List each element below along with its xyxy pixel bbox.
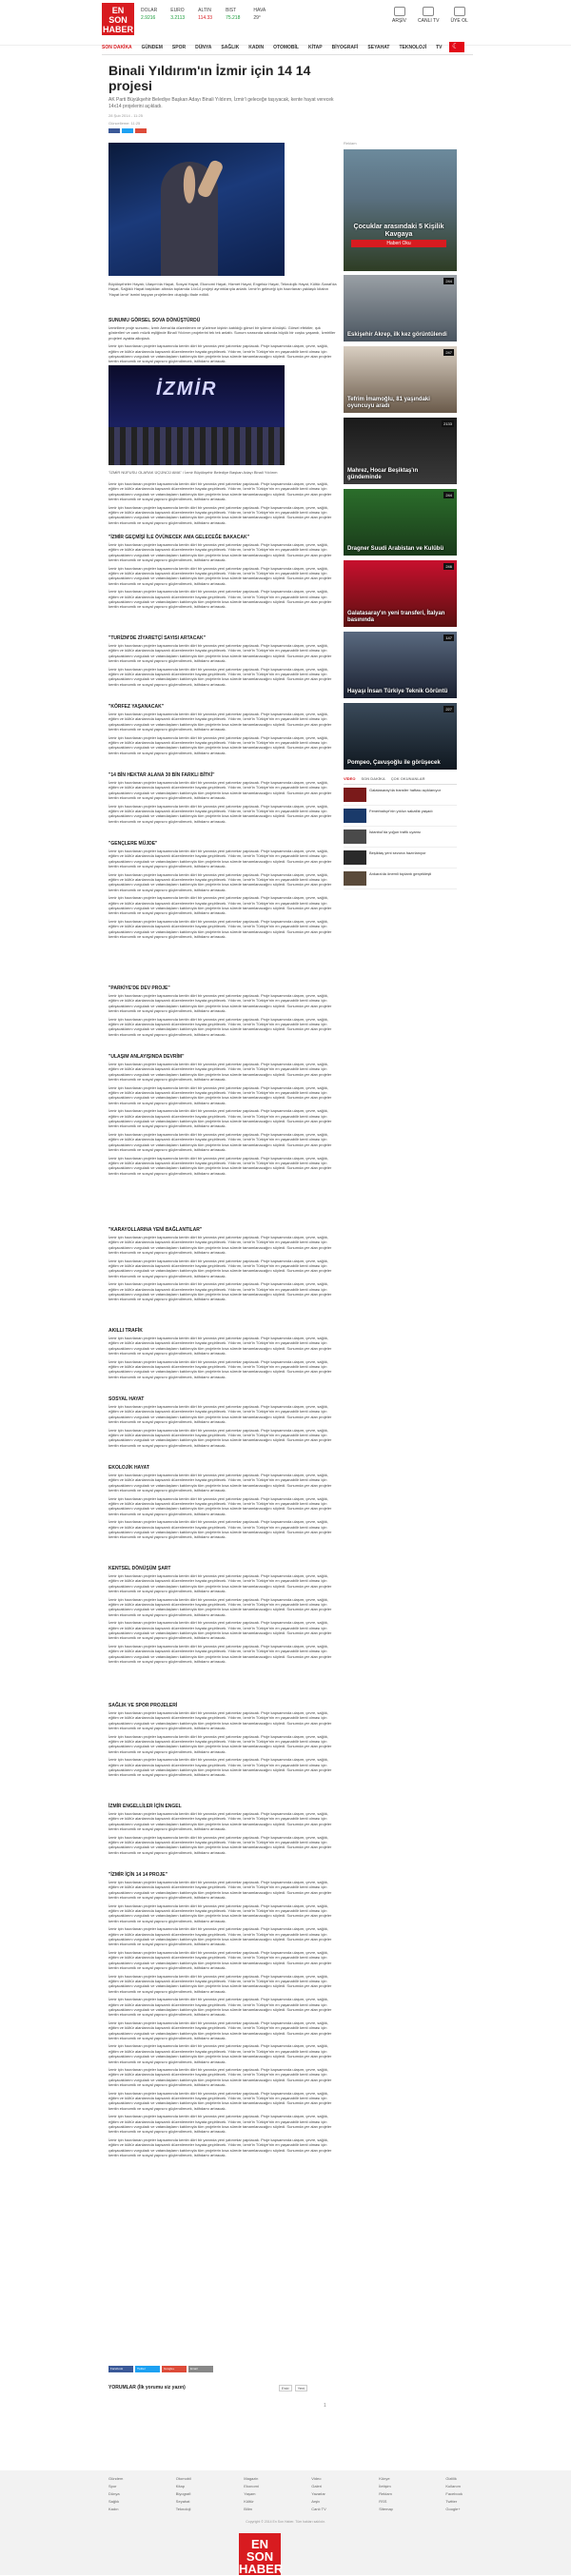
paragraph: İzmir için hazırlanan projeler kapsamında kentin dört bir yanında yeni yatırımlar yapılacak. Proje kapsamında ulaşım, çevre, sağlık, eğitim ve kültür alanlarında kapsamlı düzenlemeler hayata geçirilecek. Yıldırım, İzmir'in Türkiye'nin en yaşanabilir kenti olması için çalışacaklarını vurguladı ve vatandaşların katılımıyla tüm projelerin kısa sürede tamamlanacağını söyledi. Sunumda yer alan projeler kentin ekonomik ve sosyal yapısını güçlendirecek, istihdamı artıracak. (108, 1016, 332, 1037)
nav-item-travel[interactable]: SEYAHAT (367, 45, 390, 50)
comments-pager[interactable] (324, 2403, 326, 2409)
sidebar-card[interactable] (344, 346, 457, 413)
paragraph: İzmirlilere proje sunumu, İzmir Arena'da düzenlenen ve yüzlerce kişinin katıldığı görsel bir şölene dönüştü. Görsel efektler, ışık gösterileri ve canlı müzik eşliğinde Binali Yıldırım projelerini tek tek anlattı. Sunum sırasında salonda büyük bir coşku yaşandı, İzmirliler projeleri ayakta alkışladı. (108, 325, 336, 341)
footer-logo-text: EN SON HABER (239, 2537, 284, 2576)
paragraph: İzmir için hazırlanan projeler kapsamında kentin dört bir yanında yeni yatırımlar yapılacak. Proje kapsamında ulaşım, çevre, sağlık, eğitim ve kültür alanlarında kapsamlı düzenlemeler hayata geçirilecek. Yıldırım, İzmir'in Türkiye'nin en yaşanabilir kenti olması için çalışacaklarını vurguladı ve vatandaşların katılımıyla tüm projelerin kısa sürede tamamlanacağını söyledi. Sunumda yer alan projeler kentin ekonomik ve sosyal yapısını güçlendirecek, istihdamı artıracak. (108, 1596, 332, 1617)
paragraph: İzmir için hazırlanan projeler kapsamında kentin dört bir yanında yeni yatırımlar yapılacak. Proje kapsamında ulaşım, çevre, sağlık, eğitim ve kültür alanlarında kapsamlı düzenlemeler hayata geçirilecek. Yıldırım, İzmir'in Türkiye'nin en yaşanabilir kenti olması için çalışacaklarını vurguladı ve vatandaşların katılımıyla tüm projelerin kısa sürede tamamlanacağını söyledi. Sunumda yer alan projeler kentin ekonomik ve sosyal yapısını güçlendirecek, istihdamı artıracak. (108, 780, 332, 801)
paragraph: İzmir için hazırlanan projeler kapsamında kentin dört bir yanında yeni yatırımlar yapılacak. Proje kapsamında ulaşım, çevre, sağlık, eğitim ve kültür alanlarında kapsamlı düzenlemeler hayata geçirilecek. Yıldırım, İzmir'in Türkiye'nin en yaşanabilir kenti olması için çalışacaklarını vurguladı ve vatandaşların katılımıyla tüm projelerin kısa sürede tamamlanacağını söyledi. Sunumda yer alan projeler kentin ekonomik ve sosyal yapısını güçlendirecek, istihdamı artıracak. (108, 734, 332, 755)
footer-link[interactable]: Galeri (311, 2484, 322, 2488)
paragraph: İzmir için hazırlanan projeler kapsamında kentin dört bir yanında yeni yatırımlar yapılacak. Proje kapsamında ulaşım, çevre, sağlık, eğitim ve kültür alanlarında kapsamlı düzenlemeler hayata geçirilecek. Yıldırım, İzmir'in Türkiye'nin en yaşanabilir kenti olması için çalışacaklarını vurguladı ve vatandaşların katılımıyla tüm projelerin kısa sürede tamamlanacağını söyledi. Sunumda yer alan projeler kentin ekonomik ve sosyal yapısını güçlendirecek, istihdamı artıracak. (108, 1710, 332, 1731)
subheading: "İZMİR GEÇMİŞİ İLE ÖVÜNECEK AMA GELECEĞE BAKACAK" (108, 535, 249, 540)
article-section (108, 849, 337, 943)
nav-item-tv[interactable]: TV (436, 45, 443, 50)
ad-text: Çocuklar arasındaki 5 Kişilik Kavgaya (353, 224, 444, 238)
footer-link[interactable]: Yazarlar (311, 2491, 325, 2496)
comments-sort (279, 2385, 307, 2391)
ticker-item (226, 8, 240, 21)
subheading: SUNUMU GÖRSEL SOVA DÖNÜŞTÜRDÜ (108, 318, 201, 323)
footer-column (445, 2476, 463, 2511)
article-title: Binali Yıldırım'ın İzmir için 14 14 projesi (108, 63, 311, 93)
paragraph: İzmir için hazırlanan projeler kapsamında kentin dört bir yanında yeni yatırımlar yapılacak. Proje kapsamında ulaşım, çevre, sağlık, eğitim ve kültür alanlarında kapsamlı düzenlemeler hayata geçirilecek. Yıldırım, İzmir'in Türkiye'nin en yaşanabilir kenti olması için çalışacaklarını vurguladı ve vatandaşların katılımıyla tüm projelerin kısa sürede tamamlanacağını söyledi. Sunumda yer alan projeler kentin ekonomik ve sosyal yapısını güçlendirecek, istihdamı artıracak. (108, 1880, 332, 1901)
nav-item-biography[interactable]: BİYOGRAFİ (331, 45, 359, 50)
article-section (108, 1235, 337, 1305)
ad-button[interactable]: Haberi Oku (351, 240, 446, 247)
list-item-title: İstanbul'da yoğun trafik uyarısı (369, 829, 422, 834)
article-section (108, 1062, 337, 1179)
footer-logo[interactable] (239, 2533, 284, 2576)
twitter-share-icon[interactable] (122, 128, 133, 133)
footer-link[interactable]: Kullanım (445, 2484, 461, 2488)
article-section (108, 1336, 337, 1382)
hero-image (108, 143, 285, 276)
list-item[interactable] (344, 871, 457, 889)
intro-paragraph: Büyükşehirler Hayatı; Ulaşım'da Hayat, Sosyal Hayat, Ekonomi Hayat, Hizmet Hayat, Engelsiz Hayat, Teknolojik Hayat, Kültür-Sanat'da Hayat, Sağlıklı Hayat başlıkları altında toplamda 14x14 projeyi ayrıntılarıyla anlattı. İzmir'in geleceği için hazırlanan yaklaşık kitabın 'Hayat İzmir' ismini taşıyan projelerden oluştuğu ifade edildi. (108, 282, 337, 297)
main-nav (102, 42, 473, 53)
footer-column (176, 2476, 191, 2511)
subheading: "ULAŞIM ANLAYIŞINDA DEVRİM" (108, 1054, 185, 1060)
footer-link[interactable]: Kitap (175, 2484, 185, 2488)
paragraph: İzmir için hazırlanan projeler kapsamında kentin dört bir yanında yeni yatırımlar yapılacak. Proje kapsamında ulaşım, çevre, sağlık, eğitim ve kültür alanlarında kapsamlı düzenlemeler hayata geçirilecek. Yıldırım, İzmir'in Türkiye'nin en yaşanabilir kenti olması için çalışacaklarını vurguladı ve vatandaşların katılımıyla tüm projelerin kısa sürede tamamlanacağını söyledi. Sunumda yer alan projeler kentin ekonomik ve sosyal yapısını güçlendirecek, istihdamı artıracak. (108, 1084, 332, 1105)
list-item[interactable] (344, 809, 457, 827)
paragraph: İzmir için hazırlanan projeler kapsamında kentin dört bir yanında yeni yatırımlar yapılacak. Proje kapsamında ulaşım, çevre, sağlık, eğitim ve kültür alanlarında kapsamlı düzenlemeler hayata geçirilecek. Yıldırım, İzmir'in Türkiye'nin en yaşanabilir kenti olması için çalışacaklarını vurguladı ve vatandaşların katılımıyla tüm projelerin kısa sürede tamamlanacağını söyledi. Sunumda yer alan projeler kentin ekonomik ve sosyal yapısını güçlendirecek, istihdamı artıracak. (108, 481, 332, 502)
footer-link[interactable]: Arşiv (311, 2499, 321, 2504)
subheading: SAĞLIK VE SPOR PROJELERİ (108, 1703, 178, 1708)
comments-title: YORUMLAR (İlk yorumu siz yazın) (108, 2385, 186, 2391)
card-caption: Dragner Suudi Arabistan ve Kulübü (347, 546, 444, 552)
paragraph: İzmir için hazırlanan projeler kapsamında kentin dört bir yanında yeni yatırımlar yapılacak. Proje kapsamında ulaşım, çevre, sağlık, eğitim ve kültür alanlarında kapsamlı düzenlemeler hayata geçirilecek. Yıldırım, İzmir'in Türkiye'nin en yaşanabilir kenti olması için çalışacaklarını vurguladı ve vatandaşların katılımıyla tüm projelerin kısa sürede tamamlanacağını söyledi. Sunumda yer alan projeler kentin ekonomik ve sosyal yapısını güçlendirecek, istihdamı artıracak. (108, 803, 332, 824)
footer-link[interactable]: RSS (379, 2499, 387, 2504)
paragraph: İzmir için hazırlanan projeler kapsamında kentin dört bir yanında yeni yatırımlar yapılacak. Proje kapsamında ulaşım, çevre, sağlık, eğitim ve kültür alanlarında kapsamlı düzenlemeler hayata geçirilecek. Yıldırım, İzmir'in Türkiye'nin en yaşanabilir kenti olması için çalışacaklarını vurguladı ve vatandaşların katılımıyla tüm projelerin kısa sürede tamamlanacağını söyledi. Sunumda yer alan projeler kentin ekonomik ve sosyal yapısını güçlendirecek, istihdamı artıracak. (108, 1926, 332, 1947)
article-intro (108, 282, 337, 300)
ticker-item (170, 8, 185, 21)
stage-izmir-lettering: İZMİR (156, 379, 218, 400)
share-top (108, 128, 337, 133)
nav-item-sports[interactable]: SPOR (171, 45, 187, 50)
site-logo[interactable] (102, 3, 134, 35)
paragraph: İzmir için hazırlanan projeler kapsamında kentin dört bir yanında yeni yatırımlar yapılacak. Proje kapsamında ulaşım, çevre, sağlık, eğitim ve kültür alanlarında kapsamlı düzenlemeler hayata geçirilecek. Yıldırım, İzmir'in Türkiye'nin en yaşanabilir kenti olması için çalışacaklarını vurguladı ve vatandaşların katılımıyla tüm projelerin kısa sürede tamamlanacağını söyledi. Sunumda yer alan projeler kentin ekonomik ve sosyal yapısını güçlendirecek, istihdamı artıracak. (108, 1997, 332, 2018)
ticker-label: DOLAR (141, 8, 158, 13)
tab-breaking[interactable]: SON DAKİKA (361, 776, 385, 781)
tab-most-read[interactable]: ÇOK OKUNANLAR (390, 776, 425, 781)
comments-section (108, 2385, 337, 2391)
footer-link[interactable]: Magazin (244, 2476, 259, 2481)
crowd-silhouette (108, 427, 285, 465)
card-photo (344, 275, 457, 342)
footer-columns (108, 2476, 463, 2511)
article-section (108, 1573, 337, 1668)
footer-link[interactable]: Yaşam (244, 2491, 256, 2496)
footer-column (108, 2476, 123, 2511)
market-ticker (141, 8, 266, 21)
top-links (392, 7, 468, 24)
list-item-title: Fenerbahçe'nin yıldızı sakatlık yaşadı (369, 809, 433, 813)
paragraph: İzmir için hazırlanan projeler kapsamında kentin dört bir yanında yeni yatırımlar yapılacak. Proje kapsamında ulaşım, çevre, sağlık, eğitim ve kültür alanlarında kapsamlı düzenlemeler hayata geçirilecek. Yıldırım, İzmir'in Türkiye'nin en yaşanabilir kenti olması için çalışacaklarını vurguladı ve vatandaşların katılımıyla tüm projelerin kısa sürede tamamlanacağını söyledi. Sunumda yer alan projeler kentin ekonomik ve sosyal yapısını güçlendirecek, istihdamı artıracak. (108, 1519, 332, 1540)
article-section (108, 643, 337, 690)
archive-icon (394, 7, 405, 16)
list-item-title: Beşiktaş yeni sezona hazırlanıyor (369, 850, 426, 855)
paragraph: İzmir için hazırlanan projeler kapsamında kentin dört bir yanında yeni yatırımlar yapılacak. Proje kapsamında ulaşım, çevre, sağlık, eğitim ve kültür alanlarında kapsamlı düzenlemeler hayata geçirilecek. Yıldırım, İzmir'in Türkiye'nin en yaşanabilir kenti olması için çalışacaklarını vurguladı ve vatandaşların katılımıyla tüm projelerin kısa sürede tamamlanacağını söyledi. Sunumda yer alan projeler kentin ekonomik ve sosyal yapısını güçlendirecek, istihdamı artıracak. (108, 565, 332, 586)
footer-link[interactable]: Bilim (244, 2507, 252, 2511)
izmir-stage-image (108, 365, 285, 465)
ad-label: Reklam (344, 141, 357, 146)
live-tv-label: CANLI TV (418, 18, 440, 24)
tab-video[interactable]: VİDEO (344, 776, 356, 781)
paragraph: İzmir için hazırlanan projeler kapsamında kentin dört bir yanında yeni yatırımlar yapılacak. Proje kapsamında ulaşım, çevre, sağlık, eğitim ve kültür alanlarında kapsamlı düzenlemeler hayata geçirilecek. Yıldırım, İzmir'in Türkiye'nin en yaşanabilir kenti olması için çalışacaklarını vurguladı ve vatandaşların katılımıyla tüm projelerin kısa sürede tamamlanacağını söyledi. Sunumda yer alan projeler kentin ekonomik ve sosyal yapısını güçlendirecek, istihdamı artıracak. (108, 2114, 332, 2135)
paragraph: İzmir için hazırlanan projeler kapsamında kentin dört bir yanında yeni yatırımlar yapılacak. Proje kapsamında ulaşım, çevre, sağlık, eğitim ve kültür alanlarında kapsamlı düzenlemeler hayata geçirilecek. Yıldırım, İzmir'in Türkiye'nin en yaşanabilir kenti olması için çalışacaklarını vurguladı ve vatandaşların katılımıyla tüm projelerin kısa sürede tamamlanacağını söyledi. Sunumda yer alan projeler kentin ekonomik ve sosyal yapısını güçlendirecek, istihdamı artıracak. (108, 1620, 332, 1641)
footer-link[interactable]: Dünya (108, 2491, 120, 2496)
nav-item-breaking[interactable]: SON DAKİKA (102, 45, 132, 50)
image-caption: "İZMİR NÜFUSU OLARAK ÜÇÜNCÜ AMA" / İzmir Büyükşehir Belediye Başkan Adayı Binali Yıldırım (108, 470, 278, 475)
thumbnail (344, 788, 366, 802)
card-caption: Pompeo, Çavuşoğlu ile görüşecek (347, 760, 441, 766)
article-section (108, 1404, 337, 1451)
card-caption: Tefrim İmamoğlu, 81 yaşındaki oyuncuyu aradı (347, 397, 430, 409)
ad-banner[interactable] (344, 149, 457, 271)
paragraph: İzmir için hazırlanan projeler kapsamında kentin dört bir yanında yeni yatırımlar yapılacak. Proje kapsamında ulaşım, çevre, sağlık, eğitim ve kültür alanlarında kapsamlı düzenlemeler hayata geçirilecek. Yıldırım, İzmir'in Türkiye'nin en yaşanabilir kenti olması için çalışacaklarını vurguladı ve vatandaşların katılımıyla tüm projelerin kısa sürede tamamlanacağını söyledi. Sunumda yer alan projeler kentin ekonomik ve sosyal yapısını güçlendirecek, istihdamı artıracak. (108, 849, 332, 869)
paragraph: İzmir için hazırlanan projeler kapsamında kentin dört bir yanında yeni yatırımlar yapılacak. Proje kapsamında ulaşım, çevre, sağlık, eğitim ve kültür alanlarında kapsamlı düzenlemeler hayata geçirilecek. Yıldırım, İzmir'in Türkiye'nin en yaşanabilir kenti olması için çalışacaklarını vurguladı ve vatandaşların katılımıyla tüm projelerin kısa sürede tamamlanacağını söyledi. Sunumda yer alan projeler kentin ekonomik ve sosyal yapısını güçlendirecek, istihdamı artıracak. (108, 1131, 332, 1153)
email-share-button[interactable]: Email (188, 2366, 213, 2372)
article-updated: Güncelleme: 11:25 (108, 121, 141, 126)
footer-link[interactable]: Sağlık (108, 2499, 120, 2504)
ticker-value: 114.33 (198, 15, 213, 21)
paragraph: İzmir için hazırlanan projeler kapsamında kentin dört bir yanında yeni yatırımlar yapılacak. Proje kapsamında ulaşım, çevre, sağlık, eğitim ve kültür alanlarında kapsamlı düzenlemeler hayata geçirilecek. Yıldırım, İzmir'in Türkiye'nin en yaşanabilir kenti olması için çalışacaklarını vurguladı ve vatandaşların katılımıyla tüm projelerin kısa sürede tamamlanacağını söyledi. Sunumda yer alan projeler kentin ekonomik ve sosyal yapısını güçlendirecek, istihdamı artıracak. (108, 871, 332, 892)
card-photo (344, 346, 457, 413)
footer-column (379, 2476, 393, 2511)
paragraph: İzmir için hazırlanan projeler kapsamında kentin dört bir yanında yeni yatırımlar yapılacak. Proje kapsamında ulaşım, çevre, sağlık, eğitim ve kültür alanlarında kapsamlı düzenlemeler hayata geçirilecek. Yıldırım, İzmir'in Türkiye'nin en yaşanabilir kenti olması için çalışacaklarını vurguladı ve vatandaşların katılımıyla tüm projelerin kısa sürede tamamlanacağını söyledi. Sunumda yer alan projeler kentin ekonomik ve sosyal yapısını güçlendirecek, istihdamı artıracak. (108, 1495, 332, 1516)
paragraph: İzmir için hazırlanan projeler kapsamında kentin dört bir yanında yeni yatırımlar yapılacak. Proje kapsamında ulaşım, çevre, sağlık, eğitim ve kültür alanlarında kapsamlı düzenlemeler hayata geçirilecek. Yıldırım, İzmir'in Türkiye'nin en yaşanabilir kenti olması için çalışacaklarını vurguladı ve vatandaşların katılımıyla tüm projelerin kısa sürede tamamlanacağını söyledi. Sunumda yer alan projeler kentin ekonomik ve sosyal yapısını güçlendirecek, istihdamı artıracak. (108, 1281, 332, 1302)
ticker-label: BIST (226, 8, 237, 13)
view-count: 246 (445, 564, 452, 569)
list-item-title: Ankara'da önemli toplantı gerçekleşti (369, 871, 432, 876)
paragraph: İzmir için hazırlanan projeler kapsamında kentin dört bir yanında yeni yatırımlar yapılacak. Proje kapsamında ulaşım, çevre, sağlık, eğitim ve kültür alanlarında kapsamlı düzenlemeler hayata geçirilecek. Yıldırım, İzmir'in Türkiye'nin en yaşanabilir kenti olması için çalışacaklarını vurguladı ve vatandaşların katılımıyla tüm projelerin kısa sürede tamamlanacağını söyledi. Sunumda yer alan projeler kentin ekonomik ve sosyal yapısını güçlendirecek, istihdamı artıracak. (108, 2067, 332, 2088)
sidebar-card[interactable] (344, 275, 457, 342)
user-icon (454, 7, 465, 16)
paragraph: İzmir için hazırlanan projeler kapsamında kentin dört bir yanında yeni yatırımlar yapılacak. Proje kapsamında ulaşım, çevre, sağlık, eğitim ve kültür alanlarında kapsamlı düzenlemeler hayata geçirilecek. Yıldırım, İzmir'in Türkiye'nin en yaşanabilir kenti olması için çalışacaklarını vurguladı ve vatandaşların katılımıyla tüm projelerin kısa sürede tamamlanacağını söyledi. Sunumda yer alan projeler kentin ekonomik ve sosyal yapısını güçlendirecek, istihdamı artıracak. (108, 1155, 332, 1176)
article-section (108, 1710, 337, 1781)
sidebar-card[interactable] (344, 418, 457, 484)
ticker-item (141, 8, 157, 21)
view-count: 227 (445, 707, 452, 712)
page-number: 1 (324, 2403, 326, 2409)
article-section (108, 1473, 337, 1543)
paragraph: İzmir için hazırlanan projeler kapsamında kentin dört bir yanında yeni yatırımlar yapılacak. Proje kapsamında ulaşım, çevre, sağlık, eğitim ve kültür alanlarında kapsamlı düzenlemeler hayata geçirilecek. Yıldırım, İzmir'in Türkiye'nin en yaşanabilir kenti olması için çalışacaklarını vurguladı ve vatandaşların katılımıyla tüm projelerin kısa sürede tamamlanacağını söyledi. Sunumda yer alan projeler kentin ekonomik ve sosyal yapısını güçlendirecek, istihdamı artıracak. (108, 666, 332, 687)
card-caption: Hayaşı İnsan Türkiye Teknik Görüntü (347, 689, 448, 694)
sidebar-card[interactable] (344, 560, 457, 627)
subheading: KENTSEL DÖNÜŞÜM ŞART (108, 1566, 171, 1571)
paragraph: İzmir için hazırlanan projeler kapsamında kentin dört bir yanında yeni yatırımlar yapılacak. Proje kapsamında ulaşım, çevre, sağlık, eğitim ve kültür alanlarında kapsamlı düzenlemeler hayata geçirilecek. Yıldırım, İzmir'in Türkiye'nin en yaşanabilir kenti olması için çalışacaklarını vurguladı ve vatandaşların katılımıyla tüm projelerin kısa sürede tamamlanacağını söyledi. Sunumda yer alan projeler kentin ekonomik ve sosyal yapısını güçlendirecek, istihdamı artıracak. (108, 895, 332, 916)
list-item[interactable] (344, 788, 457, 806)
paragraph: İzmir için hazırlanan projeler kapsamında kentin dört bir yanında yeni yatırımlar yapılacak. Proje kapsamında ulaşım, çevre, sağlık, eğitim ve kültür alanlarında kapsamlı düzenlemeler hayata geçirilecek. Yıldırım, İzmir'in Türkiye'nin en yaşanabilir kenti olması için çalışacaklarını vurguladı ve vatandaşların katılımıyla tüm projelerin kısa sürede tamamlanacağını söyledi. Sunumda yer alan projeler kentin ekonomik ve sosyal yapısını güçlendirecek, istihdamı artıracak. (108, 504, 332, 525)
article-header (108, 63, 337, 133)
paragraph: İzmir için hazırlanan projeler kapsamında kentin dört bir yanında yeni yatırımlar yapılacak. Proje kapsamında ulaşım, çevre, sağlık, eğitim ve kültür alanlarında kapsamlı düzenlemeler hayata geçirilecek. Yıldırım, İzmir'in Türkiye'nin en yaşanabilir kenti olması için çalışacaklarını vurguladı ve vatandaşların katılımıyla tüm projelerin kısa sürede tamamlanacağını söyledi. Sunumda yer alan projeler kentin ekonomik ve sosyal yapısını güçlendirecek, istihdamı artıracak. (108, 1358, 332, 1379)
footer-link[interactable]: İletişim (379, 2484, 391, 2488)
thumbnail (344, 829, 366, 844)
article-section (108, 993, 337, 1040)
list-item[interactable] (344, 829, 457, 848)
paragraph: İzmir için hazırlanan projeler kapsamında kentin dört bir yanında yeni yatırımlar yapılacak. Proje kapsamında ulaşım, çevre, sağlık, eğitim ve kültür alanlarında kapsamlı düzenlemeler hayata geçirilecek. Yıldırım, İzmir'in Türkiye'nin en yaşanabilir kenti olması için çalışacaklarını vurguladı ve vatandaşların katılımıyla tüm projelerin kısa sürede tamamlanacağını söyledi. Sunumda yer alan projeler kentin ekonomik ve sosyal yapısını güçlendirecek, istihdamı artıracak. (108, 1258, 332, 1278)
card-caption: Mahrez, Hocar Beşiktaş'ın gündeminde (347, 468, 419, 480)
live-tv-link[interactable] (418, 7, 439, 24)
subheading: AKILLI TRAFİK (108, 1328, 143, 1334)
paragraph: İzmir için hazırlanan projeler kapsamında kentin dört bir yanında yeni yatırımlar yapılacak. Proje kapsamında ulaşım, çevre, sağlık, eğitim ve kültür alanlarında kapsamlı düzenlemeler hayata geçirilecek. Yıldırım, İzmir'in Türkiye'nin en yaşanabilir kenti olması için çalışacaklarını vurguladı ve vatandaşların katılımıyla tüm projelerin kısa sürede tamamlanacağını söyledi. Sunumda yer alan projeler kentin ekonomik ve sosyal yapısını güçlendirecek, istihdamı artıracak. (108, 712, 332, 732)
footer-link[interactable]: Otomobil (175, 2476, 191, 2481)
ticker-label: ALTIN (198, 8, 211, 13)
signup-link[interactable] (450, 7, 467, 24)
footer-column (244, 2476, 259, 2511)
facebook-share-button[interactable]: Facebook (108, 2366, 133, 2372)
list-item-title: Galatasaray'da transfer haftası açıklanıyor (369, 788, 442, 792)
sort-old-button[interactable]: Eski (279, 2385, 292, 2391)
subheading: "PARKİYE'DE DEV PROJE" (108, 986, 170, 991)
article-section (108, 780, 337, 827)
nav-divider (102, 54, 473, 55)
footer-link[interactable]: Teknoloji (175, 2507, 191, 2511)
nav-item-world[interactable]: DÜNYA (195, 45, 212, 50)
paragraph: İzmir için hazırlanan projeler kapsamında kentin dört bir yanında yeni yatırımlar yapılacak. Proje kapsamında ulaşım, çevre, sağlık, eğitim ve kültür alanlarında kapsamlı düzenlemeler hayata geçirilecek. Yıldırım, İzmir'in Türkiye'nin en yaşanabilir kenti olması için çalışacaklarını vurguladı ve vatandaşların katılımıyla tüm projelerin kısa sürede tamamlanacağını söyledi. Sunumda yer alan projeler kentin ekonomik ve sosyal yapısını güçlendirecek, istihdamı artıracak. (108, 1949, 332, 1971)
footer-link[interactable]: Video (311, 2476, 322, 2481)
subheading: "GENÇLERE MÜJDE" (108, 841, 158, 847)
view-count: 244 (445, 493, 452, 498)
card-caption: Galatasaray'ın yeni transferi, İtalyan basınında (347, 611, 445, 623)
paragraph: İzmir için hazırlanan projeler kapsamında kentin dört bir yanında yeni yatırımlar yapılacak. Proje kapsamında ulaşım, çevre, sağlık, eğitim ve kültür alanlarında kapsamlı düzenlemeler hayata geçirilecek. Yıldırım, İzmir'in Türkiye'nin en yaşanabilir kenti olması için çalışacaklarını vurguladı ve vatandaşların katılımıyla tüm projelerin kısa sürede tamamlanacağını söyledi. Sunumda yer alan projeler kentin ekonomik ve sosyal yapısını güçlendirecek, istihdamı artıracak. (108, 1573, 332, 1594)
paragraph: İzmir için hazırlanan projeler kapsamında kentin dört bir yanında yeni yatırımlar yapılacak. Proje kapsamında ulaşım, çevre, sağlık, eğitim ve kültür alanlarında kapsamlı düzenlemeler hayata geçirilecek. Yıldırım, İzmir'in Türkiye'nin en yaşanabilir kenti olması için çalışacaklarını vurguladı ve vatandaşların katılımıyla tüm projelerin kısa sürede tamamlanacağını söyledi. Sunumda yer alan projeler kentin ekonomik ve sosyal yapısını güçlendirecek, istihdamı artıracak. (108, 1235, 332, 1256)
paragraph: İzmir için hazırlanan projeler kapsamında kentin dört bir yanında yeni yatırımlar yapılacak. Proje kapsamında ulaşım, çevre, sağlık, eğitim ve kültür alanlarında kapsamlı düzenlemeler hayata geçirilecek. Yıldırım, İzmir'in Türkiye'nin en yaşanabilir kenti olması için çalışacaklarını vurguladı ve vatandaşların katılımıyla tüm projelerin kısa sürede tamamlanacağını söyledi. Sunumda yer alan projeler kentin ekonomik ve sosyal yapısını güçlendirecek, istihdamı artıracak. (108, 2090, 332, 2111)
footer-link[interactable]: Kültür (244, 2499, 254, 2504)
footer-link[interactable]: Reklam (379, 2491, 392, 2496)
paragraph: İzmir için hazırlanan projeler kapsamında kentin dört bir yanında yeni yatırımlar yapılacak. Proje kapsamında ulaşım, çevre, sağlık, eğitim ve kültür alanlarında kapsamlı düzenlemeler hayata geçirilecek. Yıldırım, İzmir'in Türkiye'nin en yaşanabilir kenti olması için çalışacaklarını vurguladı ve vatandaşların katılımıyla tüm projelerin kısa sürede tamamlanacağını söyledi. Sunumda yer alan projeler kentin ekonomik ve sosyal yapısını güçlendirecek, istihdamı artıracak. (108, 1811, 332, 1832)
nav-item-tech[interactable]: TEKNOLOJİ (399, 45, 427, 50)
article-date: 28 Şub 2014 - 11:25 (108, 113, 143, 118)
paragraph: İzmir için hazırlanan projeler kapsamında kentin dört bir yanında yeni yatırımlar yapılacak. Proje kapsamında ulaşım, çevre, sağlık, eğitim ve kültür alanlarında kapsamlı düzenlemeler hayata geçirilecek. Yıldırım, İzmir'in Türkiye'nin en yaşanabilir kenti olması için çalışacaklarını vurguladı ve vatandaşların katılımıyla tüm projelerin kısa sürede tamamlanacağını söyledi. Sunumda yer alan projeler kentin ekonomik ve sosyal yapısını güçlendirecek, istihdamı artıracak. (108, 1834, 332, 1855)
footer-link[interactable]: Ekonomi (244, 2484, 259, 2488)
paragraph: İzmir için hazırlanan projeler kapsamında kentin dört bir yanında yeni yatırımlar yapılacak. Proje kapsamında ulaşım, çevre, sağlık, eğitim ve kültür alanlarında kapsamlı düzenlemeler hayata geçirilecek. Yıldırım, İzmir'in Türkiye'nin en yaşanabilir kenti olması için çalışacaklarını vurguladı ve vatandaşların katılımıyla tüm projelerin kısa sürede tamamlanacağını söyledi. Sunumda yer alan projeler kentin ekonomik ve sosyal yapısını güçlendirecek, istihdamı artıracak. (108, 1903, 332, 1923)
nav-item-auto[interactable]: OTOMOBİL (273, 45, 299, 50)
thumbnail (344, 871, 366, 886)
card-caption: Eskişehir Akrep, ilk kez görüntülendi (347, 332, 447, 338)
subheading: "TURİZM'DE ZİYARETÇİ SAYISI ARTACAK" (108, 635, 206, 641)
article-section (108, 325, 337, 367)
nav-item-agenda[interactable]: GÜNDEM (141, 45, 163, 50)
article-lead: AK Parti Büyükşehir Belediye Başkan Adayı Binali Yıldırım, İzmir'i geleceğe taşıyacak, kente hayat verecek 14x14 projelerini açıkladı. (108, 97, 334, 109)
card-photo (344, 560, 457, 627)
footer (0, 2470, 571, 2575)
nav-item-women[interactable]: KADIN (248, 45, 265, 50)
paragraph: İzmir için hazırlanan projeler kapsamında kentin dört bir yanında yeni yatırımlar yapılacak. Proje kapsamında ulaşım, çevre, sağlık, eğitim ve kültür alanlarında kapsamlı düzenlemeler hayata geçirilecek. Yıldırım, İzmir'in Türkiye'nin en yaşanabilir kenti olması için çalışacaklarını vurguladı ve vatandaşların katılımıyla tüm projelerin kısa sürede tamamlanacağını söyledi. Sunumda yer alan projeler kentin ekonomik ve sosyal yapısını güçlendirecek, istihdamı artıracak. (108, 1404, 332, 1425)
footer-link[interactable]: Kadın (108, 2507, 119, 2511)
facebook-share-icon[interactable] (108, 128, 120, 133)
sidebar-card[interactable] (344, 632, 457, 698)
article-section (108, 542, 337, 613)
paragraph: İzmir için hazırlanan projeler kapsamında kentin dört bir yanında yeni yatırımlar yapılacak. Proje kapsamında ulaşım, çevre, sağlık, eğitim ve kültür alanlarında kapsamlı düzenlemeler hayata geçirilecek. Yıldırım, İzmir'in Türkiye'nin en yaşanabilir kenti olması için çalışacaklarını vurguladı ve vatandaşların katılımıyla tüm projelerin kısa sürede tamamlanacağını söyledi. Sunumda yer alan projeler kentin ekonomik ve sosyal yapısını güçlendirecek, istihdamı artıracak. (108, 1973, 332, 1994)
thumbnail (344, 809, 366, 823)
copyright: Copyright © 2014 En Son Haber. Tüm hakları saklıdır. (246, 2520, 325, 2524)
paragraph: İzmir için hazırlanan projeler kapsamında kentin dört bir yanında yeni yatırımlar yapılacak. Proje kapsamında ulaşım, çevre, sağlık, eğitim ve kültür alanlarında kapsamlı düzenlemeler hayata geçirilecek. Yıldırım, İzmir'in Türkiye'nin en yaşanabilir kenti olması için çalışacaklarını vurguladı ve vatandaşların katılımıyla tüm projelerin kısa sürede tamamlanacağını söyledi. Sunumda yer alan projeler kentin ekonomik ve sosyal yapısını güçlendirecek, istihdamı artıracak. (108, 918, 332, 940)
view-count: 247 (445, 350, 452, 355)
logo-text: EN SON HABER (102, 6, 133, 34)
subheading: "KÖRFEZ YAŞANACAK" (108, 704, 165, 710)
paragraph: İzmir için hazırlanan projeler kapsamında kentin dört bir yanında yeni yatırımlar yapılacak. Proje kapsamında ulaşım, çevre, sağlık, eğitim ve kültür alanlarında kapsamlı düzenlemeler hayata geçirilecek. Yıldırım, İzmir'in Türkiye'nin en yaşanabilir kenti olması için çalışacaklarını vurguladı ve vatandaşların katılımıyla tüm projelerin kısa sürede tamamlanacağını söyledi. Sunumda yer alan projeler kentin ekonomik ve sosyal yapısını güçlendirecek, istihdamı artıracak. (108, 1427, 332, 1448)
footer-link[interactable]: Biyografi (175, 2491, 191, 2496)
nav-item-health[interactable]: SAĞLIK (221, 45, 240, 50)
footer-link[interactable]: Sitemap (379, 2507, 393, 2511)
ticker-value: 75.218 (226, 15, 241, 21)
paragraph: İzmir için hazırlanan projeler kapsamında kentin dört bir yanında yeni yatırımlar yapılacak. Proje kapsamında ulaşım, çevre, sağlık, eğitim ve kültür alanlarında kapsamlı düzenlemeler hayata geçirilecek. Yıldırım, İzmir'in Türkiye'nin en yaşanabilir kenti olması için çalışacaklarını vurguladı ve vatandaşların katılımıyla tüm projelerin kısa sürede tamamlanacağını söyledi. Sunumda yer alan projeler kentin ekonomik ve sosyal yapısını güçlendirecek, istihdamı artıracak. (108, 993, 332, 1014)
tv-icon (423, 7, 434, 16)
paragraph: İzmir için hazırlanan projeler kapsamında kentin dört bir yanında yeni yatırımlar yapılacak. Proje kapsamında ulaşım, çevre, sağlık, eğitim ve kültür alanlarında kapsamlı düzenlemeler hayata geçirilecek. Yıldırım, İzmir'in Türkiye'nin en yaşanabilir kenti olması için çalışacaklarını vurguladı ve vatandaşların katılımıyla tüm projelerin kısa sürede tamamlanacağını söyledi. Sunumda yer alan projeler kentin ekonomik ve sosyal yapısını güçlendirecek, istihdamı artıracak. (108, 589, 332, 610)
footer-link[interactable]: Canlı TV (311, 2507, 326, 2511)
nav-item-books[interactable]: KİTAP (308, 45, 323, 50)
subheading: İZMİR ENGELLİLER İÇİN ENGEL (108, 1804, 182, 1809)
google-share-button[interactable]: Google+ (162, 2366, 187, 2372)
paragraph: İzmir için hazırlanan projeler kapsamında kentin dört bir yanında yeni yatırımlar yapılacak. Proje kapsamında ulaşım, çevre, sağlık, eğitim ve kültür alanlarında kapsamlı düzenlemeler hayata geçirilecek. Yıldırım, İzmir'in Türkiye'nin en yaşanabilir kenti olması için çalışacaklarını vurguladı ve vatandaşların katılımıyla tüm projelerin kısa sürede tamamlanacağını söyledi. Sunumda yer alan projeler kentin ekonomik ve sosyal yapısını güçlendirecek, istihdamı artıracak. (108, 2043, 332, 2064)
footer-column (311, 2476, 326, 2511)
paragraph: İzmir için hazırlanan projeler kapsamında kentin dört bir yanında yeni yatırımlar yapılacak. Proje kapsamında ulaşım, çevre, sağlık, eğitim ve kültür alanlarında kapsamlı düzenlemeler hayata geçirilecek. Yıldırım, İzmir'in Türkiye'nin en yaşanabilir kenti olması için çalışacaklarını vurguladı ve vatandaşların katılımıyla tüm projelerin kısa sürede tamamlanacağını söyledi. Sunumda yer alan projeler kentin ekonomik ve sosyal yapısını güçlendirecek, istihdamı artıracak. (108, 1733, 332, 1754)
sidebar-card[interactable] (344, 703, 457, 770)
google-share-icon[interactable] (135, 128, 147, 133)
share-bar (108, 2366, 213, 2372)
sidebar-news-list (344, 776, 457, 889)
article-section (108, 481, 337, 528)
paragraph: İzmir için hazırlanan projeler kapsamında kentin dört bir yanında yeni yatırımlar yapılacak. Proje kapsamında ulaşım, çevre, sağlık, eğitim ve kültür alanlarında kapsamlı düzenlemeler hayata geçirilecek. Yıldırım, İzmir'in Türkiye'nin en yaşanabilir kenti olması için çalışacaklarını vurguladı ve vatandaşların katılımıyla tüm projelerin kısa sürede tamamlanacağını söyledi. Sunumda yer alan projeler kentin ekonomik ve sosyal yapısını güçlendirecek, istihdamı artıracak. (108, 1473, 332, 1493)
footer-link[interactable]: Gündem (108, 2476, 124, 2481)
footer-link[interactable]: Seyahat (175, 2499, 190, 2504)
subheading: EKOLOJİK HAYAT (108, 1465, 149, 1471)
subheading: "KARAYOLLARINA YENİ BAĞLANTILAR" (108, 1227, 203, 1233)
list-item[interactable] (344, 850, 457, 868)
archive-link[interactable] (392, 7, 406, 24)
footer-link[interactable]: Facebook (445, 2491, 463, 2496)
ticker-item (253, 8, 266, 21)
ticker-value: 29° (253, 15, 261, 21)
card-photo (344, 489, 457, 556)
news-tabs (344, 776, 457, 785)
paragraph: İzmir için hazırlanan projeler kapsamında kentin dört bir yanında yeni yatırımlar yapılacak. Proje kapsamında ulaşım, çevre, sağlık, eğitim ve kültür alanlarında kapsamlı düzenlemeler hayata geçirilecek. Yıldırım, İzmir'in Türkiye'nin en yaşanabilir kenti olması için çalışacaklarını vurguladı ve vatandaşların katılımıyla tüm projelerin kısa sürede tamamlanacağını söyledi. Sunumda yer alan projeler kentin ekonomik ve sosyal yapısını güçlendirecek, istihdamı artıracak. (108, 1336, 332, 1356)
paragraph: İzmir için hazırlanan projeler kapsamında kentin dört bir yanında yeni yatırımlar yapılacak. Proje kapsamında ulaşım, çevre, sağlık, eğitim ve kültür alanlarında kapsamlı düzenlemeler hayata geçirilecek. Yıldırım, İzmir'in Türkiye'nin en yaşanabilir kenti olması için çalışacaklarını vurguladı ve vatandaşların katılımıyla tüm projelerin kısa sürede tamamlanacağını söyledi. Sunumda yer alan projeler kentin ekonomik ve sosyal yapısını güçlendirecek, istihdamı artıracak. (108, 1062, 332, 1083)
card-photo (344, 632, 457, 698)
turkey-flag-icon (449, 42, 464, 52)
footer-link[interactable]: Twitter (445, 2499, 458, 2504)
footer-link[interactable]: Künye (379, 2476, 390, 2481)
subheading: "İZMİR İÇİN 14 14 PROJE" (108, 1872, 167, 1878)
sidebar-card[interactable] (344, 489, 457, 556)
paragraph: İzmir için hazırlanan projeler kapsamında kentin dört bir yanında yeni yatırımlar yapılacak. Proje kapsamında ulaşım, çevre, sağlık, eğitim ve kültür alanlarında kapsamlı düzenlemeler hayata geçirilecek. Yıldırım, İzmir'in Türkiye'nin en yaşanabilir kenti olması için çalışacaklarını vurguladı ve vatandaşların katılımıyla tüm projelerin kısa sürede tamamlanacağını söyledi. Sunumda yer alan projeler kentin ekonomik ve sosyal yapısını güçlendirecek, istihdamı artıracak. (108, 2020, 332, 2040)
paragraph: İzmir için hazırlanan projeler kapsamında kentin dört bir yanında yeni yatırımlar yapılacak. Proje kapsamında ulaşım, çevre, sağlık, eğitim ve kültür alanlarında kapsamlı düzenlemeler hayata geçirilecek. Yıldırım, İzmir'in Türkiye'nin en yaşanabilir kenti olması için çalışacaklarını vurguladı ve vatandaşların katılımıyla tüm projelerin kısa sürede tamamlanacağını söyledi. Sunumda yer alan projeler kentin ekonomik ve sosyal yapısını güçlendirecek, istihdamı artıracak. (108, 1757, 332, 1778)
paragraph: İzmir için hazırlanan projeler kapsamında kentin dört bir yanında yeni yatırımlar yapılacak. Proje kapsamında ulaşım, çevre, sağlık, eğitim ve kültür alanlarında kapsamlı düzenlemeler hayata geçirilecek. Yıldırım, İzmir'in Türkiye'nin en yaşanabilir kenti olması için çalışacaklarını vurguladı ve vatandaşların katılımıyla tüm projelerin kısa sürede tamamlanacağını söyledi. Sunumda yer alan projeler kentin ekonomik ve sosyal yapısını güçlendirecek, istihdamı artıracak. (108, 2137, 332, 2158)
card-photo (344, 418, 457, 484)
ticker-label: EURO (170, 8, 185, 13)
subheading: "14 BİN HEKTAR ALANA 30 BİN FARKLI BİTKİ" (108, 772, 215, 778)
signup-label: ÜYE OL (450, 18, 468, 24)
paragraph: İzmir için hazırlanan projeler kapsamında kentin dört bir yanında yeni yatırımlar yapılacak. Proje kapsamında ulaşım, çevre, sağlık, eğitim ve kültür alanlarında kapsamlı düzenlemeler hayata geçirilecek. Yıldırım, İzmir'in Türkiye'nin en yaşanabilir kenti olması için çalışacaklarını vurguladı ve vatandaşların katılımıyla tüm projelerin kısa sürede tamamlanacağını söyledi. Sunumda yer alan projeler kentin ekonomik ve sosyal yapısını güçlendirecek, istihdamı artıracak. (108, 1643, 332, 1665)
archive-label: ARŞİV (392, 18, 407, 24)
paragraph: İzmir için hazırlanan projeler kapsamında kentin dört bir yanında yeni yatırımlar yapılacak. Proje kapsamında ulaşım, çevre, sağlık, eğitim ve kültür alanlarında kapsamlı düzenlemeler hayata geçirilecek. Yıldırım, İzmir'in Türkiye'nin en yaşanabilir kenti olması için çalışacaklarını vurguladı ve vatandaşların katılımıyla tüm projelerin kısa sürede tamamlanacağını söyledi. Sunumda yer alan projeler kentin ekonomik ve sosyal yapısını güçlendirecek, istihdamı artıracak. (108, 1108, 332, 1129)
footer-link[interactable]: Spor (108, 2484, 117, 2488)
ticker-value: 2.9216 (141, 15, 156, 21)
twitter-share-button[interactable]: Twitter (135, 2366, 160, 2372)
paragraph: İzmir için hazırlanan projeler kapsamında kentin dört bir yanında yeni yatırımlar yapılacak. Proje kapsamında ulaşım, çevre, sağlık, eğitim ve kültür alanlarında kapsamlı düzenlemeler hayata geçirilecek. Yıldırım, İzmir'in Türkiye'nin en yaşanabilir kenti olması için çalışacaklarını vurguladı ve vatandaşların katılımıyla tüm projelerin kısa sürede tamamlanacağını söyledi. Sunumda yer alan projeler kentin ekonomik ve sosyal yapısını güçlendirecek, istihdamı artıracak. (108, 542, 332, 563)
view-count: 2133 (443, 421, 452, 426)
article-section (108, 1880, 337, 2161)
view-count: 147 (445, 635, 452, 640)
subheading: SOSYAL HAYAT (108, 1396, 145, 1402)
article-section (108, 1811, 337, 1858)
thumbnail (344, 850, 366, 865)
article-section (108, 712, 337, 758)
ticker-item (198, 8, 212, 21)
paragraph: İzmir için hazırlanan projeler kapsamında kentin dört bir yanında yeni yatırımlar yapılacak. Proje kapsamında ulaşım, çevre, sağlık, eğitim ve kültür alanlarında kapsamlı düzenlemeler hayata geçirilecek. Yıldırım, İzmir'in Türkiye'nin en yaşanabilir kenti olması için çalışacaklarını vurguladı ve vatandaşların katılımıyla tüm projelerin kısa sürede tamamlanacağını söyledi. Sunumda yer alan projeler kentin ekonomik ve sosyal yapısını güçlendirecek, istihdamı artıracak. (108, 643, 332, 664)
ticker-value: 3.2113 (170, 15, 186, 21)
view-count: 244 (445, 279, 452, 283)
footer-link[interactable]: Google+ (445, 2507, 461, 2511)
footer-link[interactable]: Gizlilik (445, 2476, 457, 2481)
sort-new-button[interactable]: Yeni (295, 2385, 308, 2391)
top-bar (0, 0, 571, 46)
card-photo (344, 703, 457, 770)
ticker-label: HAVA (253, 8, 266, 13)
paragraph: İzmir için hazırlanan projeler kapsamında kentin dört bir yanında yeni yatırımlar yapılacak. Proje kapsamında ulaşım, çevre, sağlık, eğitim ve kültür alanlarında kapsamlı düzenlemeler hayata geçirilecek. Yıldırım, İzmir'in Türkiye'nin en yaşanabilir kenti olması için çalışacaklarını vurguladı ve vatandaşların katılımıyla tüm projelerin kısa sürede tamamlanacağını söyledi. Sunumda yer alan projeler kentin ekonomik ve sosyal yapısını güçlendirecek, istihdamı artıracak. (108, 343, 332, 364)
